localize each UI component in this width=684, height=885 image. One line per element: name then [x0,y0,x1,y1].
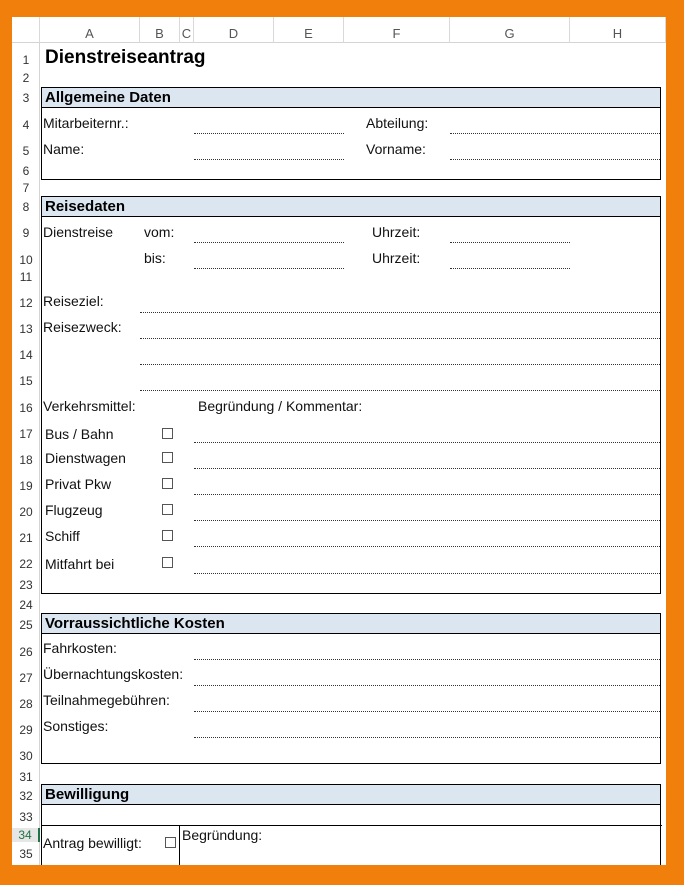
section-title: Reisedaten [45,198,126,215]
row-header[interactable]: 11 [19,270,33,284]
sheet-grid[interactable] [40,43,666,865]
verkehrsmittel-label: Verkehrsmittel: [43,398,136,414]
row-header[interactable]: 27 [19,671,33,685]
antrag-bewilligt-checkbox[interactable] [165,837,176,848]
transport-dienstwagen-label: Dienstwagen [45,450,126,466]
bewilligung-begruendung-label: Begründung: [182,827,263,843]
mitarbeiter-field[interactable] [194,133,344,134]
sonstiges-field[interactable] [194,737,660,738]
fahrkosten-label: Fahrkosten: [43,640,117,656]
uebernachtung-label: Übernachtungskosten: [43,666,184,682]
row-header[interactable]: 13 [19,322,33,336]
row-header[interactable]: 3 [22,91,30,105]
column-header-c[interactable]: C [180,17,194,43]
transport-flugzeug-checkbox[interactable] [162,504,173,515]
begruendung-kommentar-label: Begründung / Kommentar: [198,398,363,414]
transport-bus-checkbox[interactable] [162,428,173,439]
uebernachtung-field[interactable] [194,685,660,686]
dienstreise-label: Dienstreise [43,224,114,240]
spreadsheet[interactable] [12,17,666,865]
transport-mitfahrt-label: Mitfahrt bei [45,556,115,572]
row-header[interactable]: 33 [19,810,33,824]
uhrzeit-label-2: Uhrzeit: [372,250,421,266]
section-header-reise [41,196,661,217]
section-header-kosten [41,613,661,634]
section-title: Allgemeine Daten [45,89,171,106]
reisezweck-field-2[interactable] [140,364,660,365]
sonstiges-label: Sonstiges: [43,718,109,734]
row-header[interactable]: 2 [22,71,30,85]
transport-dienstwagen-checkbox[interactable] [162,452,173,463]
transport-schiff-comment[interactable] [194,546,660,547]
row-header[interactable]: 26 [19,645,33,659]
section-title: Bewilligung [45,786,130,803]
row-header[interactable]: 5 [22,144,30,158]
vom-label: vom: [144,224,175,240]
fahrkosten-field[interactable] [194,659,660,660]
name-label: Name: [43,141,85,157]
reisezweck-field-3[interactable] [140,390,660,391]
vorname-field[interactable] [450,159,660,160]
row-header[interactable]: 9 [22,226,30,240]
row-header[interactable]: 16 [19,401,33,415]
column-header-d[interactable]: D [194,17,274,43]
transport-flugzeug-label: Flugzeug [45,502,103,518]
reisezweck-label: Reisezweck: [43,319,122,335]
section-title: Vorraussichtliche Kosten [45,615,225,632]
row-header[interactable]: 22 [19,557,33,571]
row-header[interactable]: 18 [19,453,33,467]
column-header-h[interactable]: H [570,17,666,43]
transport-bus-label: Bus / Bahn [45,426,114,442]
section-header-bewilligung [41,784,661,805]
section-box-allgemein [41,108,661,180]
vom-field[interactable] [194,242,344,243]
row-header[interactable]: 23 [19,578,33,592]
bewilligung-divider [41,825,662,826]
row-header[interactable]: 15 [19,374,33,388]
transport-mitfahrt-comment[interactable] [194,573,660,574]
mitarbeiter-label: Mitarbeiternr.: [43,115,129,131]
row-header[interactable]: 25 [19,618,33,632]
abteilung-label: Abteilung: [366,115,429,131]
transport-pkw-checkbox[interactable] [162,478,173,489]
column-header-g[interactable]: G [450,17,570,43]
row-header[interactable]: 4 [22,118,30,132]
row-header[interactable]: 32 [19,789,33,803]
transport-schiff-checkbox[interactable] [162,530,173,541]
bis-field[interactable] [194,268,344,269]
teilnahme-label: Teilnahmegebühren: [43,692,170,708]
reisezweck-field-1[interactable] [140,338,660,339]
row-header[interactable]: 20 [19,505,33,519]
row-header[interactable]: 1 [22,53,30,67]
name-field[interactable] [194,159,344,160]
row-header[interactable]: 29 [19,723,33,737]
row-header[interactable]: 7 [22,181,30,195]
transport-pkw-label: Privat Pkw [45,476,112,492]
row-header[interactable]: 24 [19,598,33,612]
column-header-f[interactable]: F [344,17,450,43]
row-header[interactable]: 10 [19,253,33,267]
row-header-selected[interactable]: 34 [12,828,40,842]
abteilung-field[interactable] [450,133,660,134]
column-header-b[interactable]: B [140,17,180,43]
transport-bus-comment[interactable] [194,442,660,443]
bewilligung-vertical-divider [179,825,180,865]
row-header[interactable]: 14 [19,348,33,362]
column-header-e[interactable]: E [274,17,344,43]
row-header[interactable]: 21 [19,531,33,545]
row-header[interactable]: 12 [19,296,33,310]
row-header[interactable]: 8 [22,200,30,214]
column-header-bar [12,17,666,43]
row-header[interactable]: 35 [19,847,33,861]
transport-dienstwagen-comment[interactable] [194,468,660,469]
vorname-label: Vorname: [366,141,426,157]
uhrzeit-label-1: Uhrzeit: [372,224,421,240]
row-header[interactable]: 31 [19,770,33,784]
section-header-allgemein [41,87,661,108]
row-header[interactable]: 30 [19,749,33,763]
antrag-bewilligt-label: Antrag bewilligt: [43,835,142,851]
transport-pkw-comment[interactable] [194,494,660,495]
row-header-bar [12,43,40,865]
reiseziel-label: Reiseziel: [43,293,104,309]
row-header[interactable]: 17 [19,427,33,441]
select-all-corner[interactable] [12,17,40,43]
page-title: Dienstreiseantrag [45,47,206,68]
transport-flugzeug-comment[interactable] [194,520,660,521]
row-header[interactable]: 6 [22,164,30,178]
transport-mitfahrt-checkbox[interactable] [162,557,173,568]
bis-label: bis: [144,250,166,266]
uhrzeit-field-1[interactable] [450,242,570,243]
row-header[interactable]: 19 [19,479,33,493]
teilnahme-field[interactable] [194,711,660,712]
row-header[interactable]: 28 [19,697,33,711]
reiseziel-field[interactable] [140,312,660,313]
transport-schiff-label: Schiff [45,528,80,544]
uhrzeit-field-2[interactable] [450,268,570,269]
column-header-a[interactable]: A [40,17,140,43]
